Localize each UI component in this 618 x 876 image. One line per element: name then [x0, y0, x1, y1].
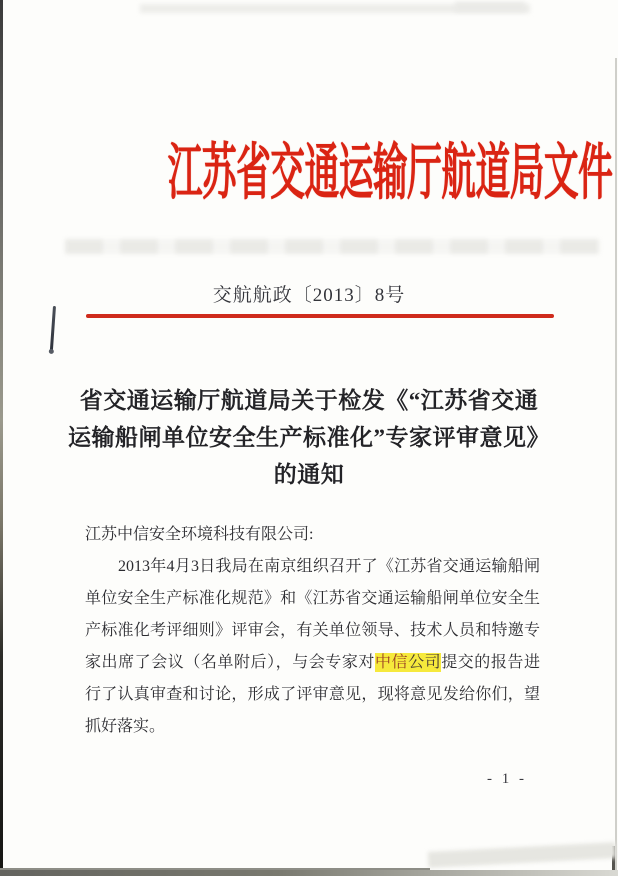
addressee: 江苏中信安全环境科技有限公司:: [85, 526, 314, 543]
scan-showthrough-band: [65, 239, 600, 254]
highlighted-text: 中信: [374, 654, 409, 671]
page-number: - 1 -: [487, 771, 527, 787]
paragraph-text-before: 2013年4月3日我局在南京组织召开了《江苏省交通运输船闸单位安全生产标准化规范》和《江苏省交通运输船闸单位安全生产标准化考评细则》评审会，有关单位领导、技术人员和特邀专家出席了会议（名单附后），与会专家对: [85, 558, 540, 671]
scan-top-smudge: [455, 2, 525, 12]
highlighted-text: 公司: [408, 654, 442, 671]
notice-title-line: 的通知: [273, 462, 345, 487]
scan-bottom-smudge: [428, 842, 617, 868]
pen-mark: [50, 306, 56, 352]
agency-header-text: 江苏省交通运输厅航道局文件: [167, 140, 613, 207]
agency-header: [0, 136, 618, 212]
doc-number: 交航航政〔2013〕8号: [212, 285, 406, 306]
notice-title: [0, 382, 618, 493]
scan-bottom-band: [0, 870, 618, 876]
notice-title-line: 运输船闸单位安全生产标准化”专家评审意见》: [68, 425, 550, 450]
body-paragraph: [85, 551, 540, 743]
notice-title-line: 省交通运输厅航道局关于检发《“江苏省交通: [79, 388, 539, 413]
paragraph-text-after: 提交的报告进行了认真审查和讨论，形成了评审意见，现将意见发给你们，望抓好落实。: [85, 654, 540, 735]
red-separator-rule: [86, 314, 554, 318]
body-block: [85, 519, 540, 743]
